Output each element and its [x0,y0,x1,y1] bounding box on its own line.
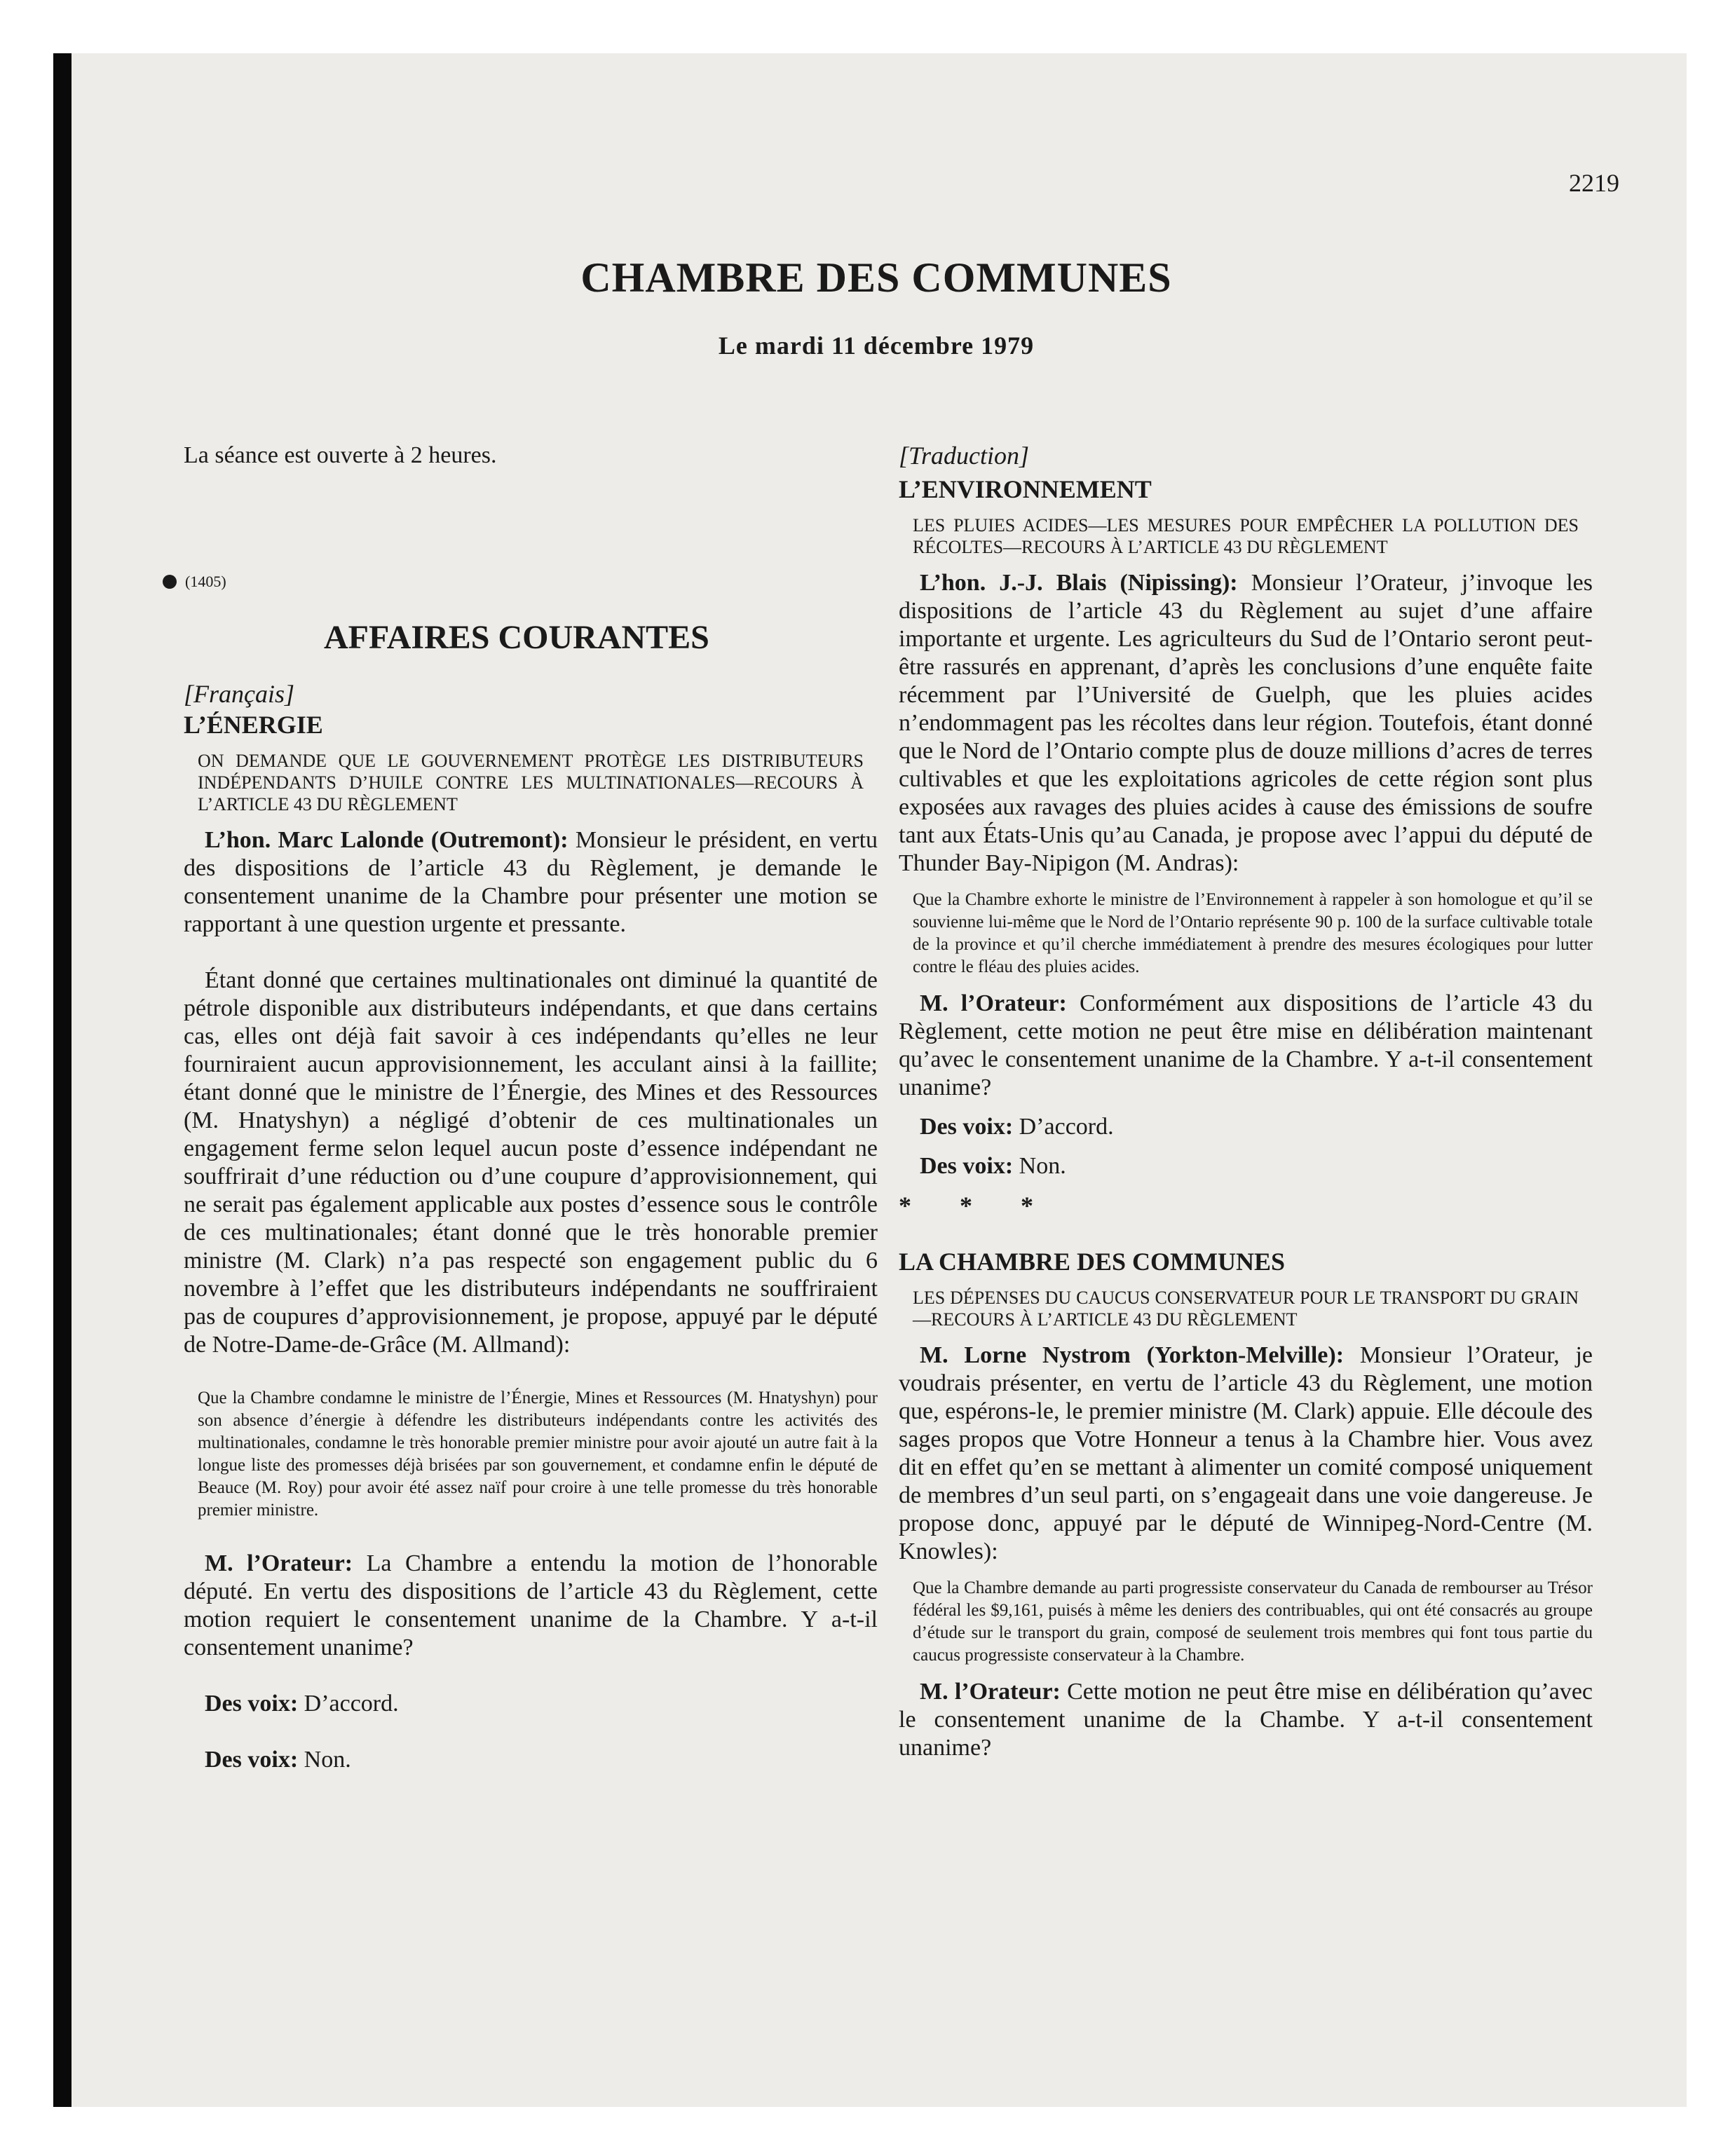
voices-text: D’accord. [304,1691,399,1717]
speech-text: Monsieur l’Orateur, j’invoque les dispositions de l’article 43 du Règlement au sujet d’une affaire importante et urgente. Les agriculteurs du Sud de l’Ontario seront peut-être rassurés en apprenant, d’après les conclusions d’une enquête faite récemment par l’Université de Guelph, que les pluies acides n’endommagent pas les récoltes dans leur région. Toutefois, étant donné que le Nord de l’Ontario compte plus de douze millions d’acres de terres cultivables et que les exploitations agricoles de cette région sont plus exposées aux ravages des pluies acides à cause des émissions de soufre tant aux États-Unis qu’au Canada, je propose avec l’appui du député de Thunder Bay-Nipigon (M. Andras): [899,570,1593,876]
motion-text: Que la Chambre exhorte le ministre de l’Environnement à rappeler à son homologue et qu’il se souvienne lui-même que le Nord de l’Ontario représente 90 p. 100 de la surface cultivable totale de la province et qu’il cherche immédiatement à prendre des mesures écologiques pour lutter contre le fléau des pluies acides. [913,890,1593,976]
topic-subtitle: ON DEMANDE QUE LE GOUVERNEMENT PROTÈGE LES DISTRIBUTEURS INDÉPENDANTS D’HUILE CONTRE LES MULTINATIONALES—RECOURS À L’ARTICLE 43 DU RÈGLEMENT [198,751,864,814]
ruling-paragraph [899,1678,1593,1762]
speaker-name: L’hon. J.-J. Blais (Nipissing): [920,570,1238,596]
language-tag: [Traduction] [899,442,1030,470]
language-tag: [Français] [184,680,295,708]
section-separator: * * * [899,1192,1054,1220]
page-number: 2219 [1569,169,1619,197]
voices-agree [899,1113,1593,1141]
speaker-label: M. l’Orateur: [920,990,1067,1016]
speaker-name: L’hon. Marc Lalonde (Outremont): [205,827,569,853]
sitting-opening: La séance est ouverte à 2 heures. [184,442,497,468]
ruling-paragraph [184,1550,878,1662]
voices-text: Non. [1019,1153,1066,1179]
topic-title: LA CHAMBRE DES COMMUNES [899,1248,1286,1276]
speech-text: Monsieur l’Orateur, je voudrais présenter, en vertu de l’article 43 du Règlement, une motion que, espérons-le, le premier ministre (M. Clark) appuie. Elle découle des sages propos que Votre Honneur a tenus à la Chambre hier. Vous avez dit en effet qu’en se mettant à alimenter un comité composé uniquement de membres d’un seul parti, on s’engageait dans une voie dangereuse. Je propose donc, appuyé par le député de Winnipeg-Nord-Centre (M. Knowles): [899,1342,1593,1564]
speech-paragraph [899,569,1593,878]
topic-title: L’ÉNERGIE [184,711,323,739]
section-title: AFFAIRES COURANTES [324,619,709,656]
ruling-paragraph [899,990,1593,1102]
voices-no [184,1746,878,1774]
sitting-date: Le mardi 11 décembre 1979 [718,332,1035,360]
timestamp: (1405) [185,573,226,590]
bullet-icon [163,575,177,589]
speech-text: Monsieur le président, en vertu des dispositions de l’article 43 du Règlement, je demande le consentement unanime de la Chambre pour présenter une motion se rapportant à une question urgente et pressante. [184,827,878,937]
voices-agree [184,1690,878,1718]
topic-title: L’ENVIRONNEMENT [899,475,1152,503]
speech-paragraph [899,1342,1593,1566]
speech-paragraph: Étant donné que certaines multinationales ont diminué la quantité de pétrole disponible aux distributeurs indépendants, et que dans certains cas, elles ont déjà fait savoir à ces indépendants qu’elles ne leur fourniraient aucun approvisionnement, les acculant ainsi à la faillite; étant donné que le ministre de l’Énergie, des Mines et des Ressources (M. Hnatyshyn) a négligé d’obtenir de ces multinationales un engagement ferme selon lequel aucun poste d’essence indépendant ne souffrirait d’une réduction ou d’une coupure d’approvisionnement, qui ne serait pas également applicable aux postes d’essence sous le contrôle de ces multinationales; étant donné que le très honorable premier ministre (M. Clark) n’a pas respecté son engagement public du 6 novembre à l’effet que les distributeurs indépendants ne souffriraient pas de coupures d’approvisionnement, je propose, appuyé par le député de Notre-Dame-de-Grâce (M. Allmand): [184,967,878,1358]
timestamp-marker [163,568,878,596]
voices-no [899,1152,1593,1180]
speaker-name: M. Lorne Nystrom (Yorkton-Melville): [920,1342,1345,1368]
voices-label: Des voix: [205,1747,299,1773]
ruling-text: La Chambre a entendu la motion de l’honorable député. En vertu des dispositions de l’article 43 du Règlement, cette motion requiert le consentement unanime de la Chambre. Y a-t-il consentement unanime? [184,1550,878,1660]
speaker-label: M. l’Orateur: [920,1679,1061,1705]
voices-text: D’accord. [1019,1114,1114,1140]
page-title: CHAMBRE DES COMMUNES [580,254,1172,301]
voices-label: Des voix: [920,1153,1014,1179]
left-column [184,421,878,1774]
speaker-label: M. l’Orateur: [205,1550,353,1576]
motion-text: Que la Chambre demande au parti progressiste conservateur du Canada de rembourser au Trésor fédéral les $9,161, puisés à même les deniers des contribuables, qui ont été consacrés au groupe d’étude sur le transport du grain, composé de seulement trois membres qui font tous partie du caucus progressiste conservateur à la Chambre. [913,1578,1593,1665]
scan-binding-edge [53,53,72,2107]
right-column [899,421,1593,1762]
motion-text: Que la Chambre condamne le ministre de l’Énergie, Mines et Ressources (M. Hnatyshyn) pour son absence d’énergie à défendre les distributeurs indépendants contre les activités des multinationales, condamne le très honorable premier ministre pour avoir ajouté un autre fait à la longue liste des promesses déjà brisées par son gouvernement, et condamne enfin le député de Beauce (M. Roy) pour avoir été assez naïf pour croire à une telle promesse du très honorable premier ministre. [198,1389,878,1520]
ruling-text: Conformément aux dispositions de l’article 43 du Règlement, cette motion ne peut être mise en délibération maintenant qu’avec le consentement unanime de la Chambre. Y a-t-il consentement unanime? [899,990,1593,1100]
ruling-text: Cette motion ne peut être mise en délibération qu’avec le consentement unanime de la Chambe. Y a-t-il consentement unanime? [899,1679,1593,1761]
topic-subtitle: LES PLUIES ACIDES—LES MESURES POUR EMPÊCHER LA POLLUTION DES RÉCOLTES—RECOURS À L’ARTICLE 43 DU RÈGLEMENT [913,515,1579,557]
voices-text: Non. [304,1747,351,1773]
speech-paragraph [184,826,878,939]
topic-subtitle: LES DÉPENSES DU CAUCUS CONSERVATEUR POUR LE TRANSPORT DU GRAIN—RECOURS À L’ARTICLE 43 DU RÈGLEMENT [913,1288,1579,1330]
voices-label: Des voix: [920,1114,1014,1140]
voices-label: Des voix: [205,1691,299,1717]
